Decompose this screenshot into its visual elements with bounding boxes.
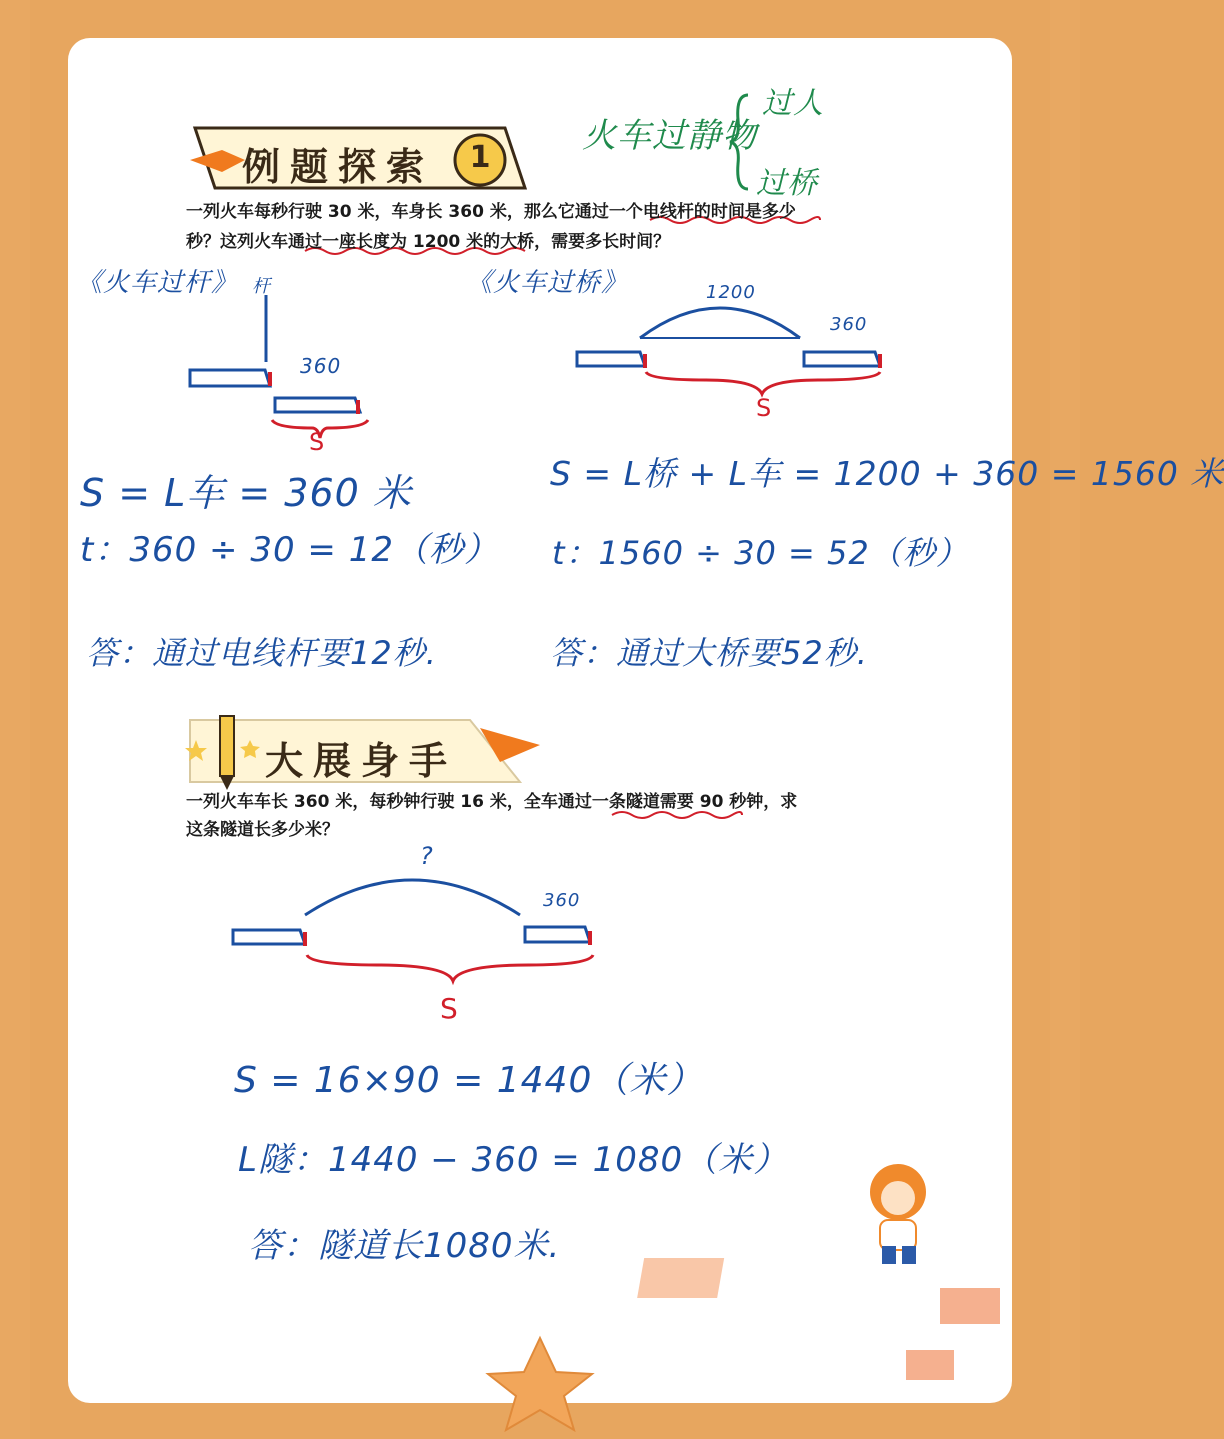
- practice-title: 大展身手: [265, 739, 458, 783]
- example-problem-line2: 秒？这列火车通过一座长度为 1200 米的大桥，需要多长时间？: [186, 232, 671, 252]
- right-answer: 答：通过大桥要52秒.: [550, 634, 868, 672]
- right-s-brace: [646, 372, 880, 394]
- train-start-icon: [577, 352, 645, 366]
- pole-diagram: [190, 295, 368, 438]
- left-s-label: S: [309, 428, 326, 456]
- pole-label: 杆: [252, 276, 271, 297]
- right-formula-distance: S = L桥 + L车 = 1200 + 360 = 1560 米: [550, 454, 1224, 493]
- left-train-length: 360: [300, 354, 342, 378]
- example-number: 1: [469, 140, 491, 175]
- train-exit-icon: [525, 927, 590, 942]
- example-problem-line1: 一列火车每秒行驶 30 米，车身长 360 米，那么它通过一个电线杆的时间是多少: [186, 202, 796, 222]
- tunnel-diagram: [233, 880, 593, 981]
- practice-problem-line1: 一列火车车长 360 米，每秒钟行驶 16 米，全车通过一条隧道需要 90 秒钟，求: [186, 792, 798, 812]
- side-note-branch1: 过人: [762, 86, 824, 121]
- bridge-length: 1200: [706, 282, 756, 303]
- left-answer: 答：通过电线杆要12秒.: [86, 634, 437, 672]
- monkey-mascot-icon: [637, 1164, 1000, 1380]
- practice-formula-distance: S = 16×90 = 1440（米）: [234, 1060, 704, 1101]
- practice-banner: [265, 730, 457, 785]
- right-formula-time: t：1560 ÷ 30 = 52（秒）: [552, 534, 969, 572]
- train-end-icon: [804, 352, 880, 366]
- right-s-label: S: [756, 394, 773, 422]
- side-note-branch2: 过桥: [756, 166, 818, 201]
- left-heading: 《火车过杆》: [76, 268, 239, 298]
- example-title: 例题探索: [242, 145, 435, 189]
- train-enter-icon: [233, 930, 305, 944]
- train-before-icon: [190, 370, 270, 386]
- tunnel-length-label: ?: [420, 842, 434, 870]
- right-train-length: 360: [830, 314, 868, 335]
- pencil-icon: [220, 716, 234, 776]
- practice-formula-length: L隧：1440 − 360 = 1080（米）: [238, 1140, 789, 1180]
- train-after-icon: [275, 398, 360, 412]
- practice-problem-line2: 这条隧道长多少米？: [186, 820, 339, 840]
- bridge-arc: [640, 308, 800, 338]
- left-formula-time: t：360 ÷ 30 = 12（秒）: [80, 530, 499, 570]
- star-icon: [488, 1338, 592, 1430]
- practice-answer: 答：隧道长1080米.: [248, 1226, 561, 1266]
- right-heading: 《火车过桥》: [466, 268, 629, 298]
- tunnel-s-label: S: [440, 992, 459, 1025]
- side-note-main: 火车过静物: [582, 116, 757, 156]
- left-formula-distance: S = L车 = 360 米: [80, 471, 412, 515]
- example-banner: [242, 136, 434, 191]
- tunnel-s-brace: [307, 955, 593, 981]
- tunnel-train-length: 360: [543, 890, 581, 911]
- tunnel-arc: [305, 880, 520, 915]
